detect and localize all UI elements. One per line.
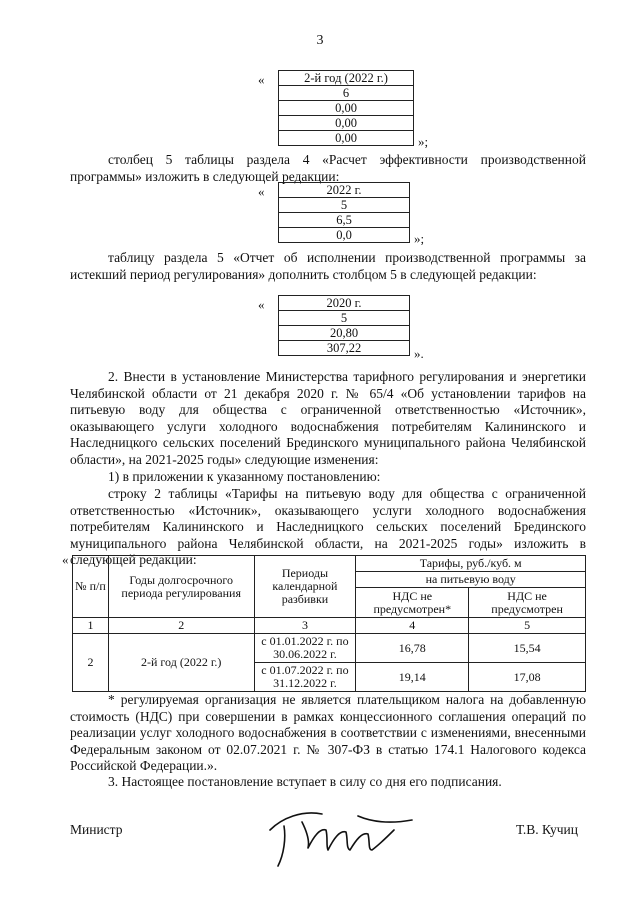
- tariff-value: 17,08: [469, 663, 586, 692]
- table-cell: 0,00: [279, 116, 414, 131]
- handwritten-signature: [262, 800, 422, 872]
- close-quote: »;: [418, 134, 429, 149]
- table-cell: 0,00: [279, 131, 414, 146]
- replacement-table-2: [278, 182, 410, 243]
- header-tariffs: Тарифы, руб./куб. м: [356, 556, 586, 572]
- column-index: 5: [469, 618, 586, 634]
- tariff-value: 16,78: [356, 634, 469, 663]
- open-quote: «: [258, 184, 265, 199]
- column-index: 2: [108, 618, 254, 634]
- replacement-table-3: [278, 295, 410, 356]
- paragraph: 1) в приложении к указанному постановлению:: [108, 469, 381, 484]
- row-year: 2-й год (2022 г.): [108, 634, 254, 692]
- header-vat: НДС не предусмотрен: [469, 588, 586, 618]
- header-vat-footnoted: НДС не предусмотрен*: [356, 588, 469, 618]
- replacement-table-1: [278, 70, 414, 146]
- table-cell: 0,00: [279, 101, 414, 116]
- open-quote: «: [258, 297, 265, 312]
- header-drinking-water: на питьевую воду: [356, 572, 586, 588]
- table-cell: 6: [279, 86, 414, 101]
- close-quote: »;: [414, 231, 425, 246]
- table-cell: 2-й год (2022 г.): [279, 71, 414, 86]
- table-cell: 20,80: [279, 326, 410, 341]
- paragraph: строку 2 таблицы «Тарифы на питьевую воду для общества с ограниченной ответственностью «Источник», оказывающего услуги холодного водоснабжения потребителям Калининского и Наследницкого сельских поселений Брединского муниципального района Челябинской области, на 2021-2025 годы» изложить в следующей редакции:: [70, 486, 586, 567]
- table-cell: 2020 г.: [279, 296, 410, 311]
- tariff-value: 15,54: [469, 634, 586, 663]
- paragraph: 3. Настоящее постановление вступает в силу со дня его подписания.: [108, 774, 502, 789]
- header-years: Годы долгосрочного периода регулирования: [108, 556, 254, 618]
- header-number: № п/п: [73, 556, 109, 618]
- tariff-table: [72, 555, 586, 692]
- column-index: 1: [73, 618, 109, 634]
- signatory-position: Министр: [70, 822, 123, 837]
- table-cell: 6,5: [279, 213, 410, 228]
- table-cell: 2022 г.: [279, 183, 410, 198]
- open-quote: «: [62, 552, 69, 567]
- page-number: 3: [316, 33, 324, 48]
- tariff-value: 19,14: [356, 663, 469, 692]
- signatory-name: Т.В. Кучиц: [516, 822, 579, 837]
- table-cell: 5: [279, 198, 410, 213]
- header-periods: Периоды календарной разбивки: [254, 556, 356, 618]
- footnote: * регулируемая организация не является плательщиком налога на добавленную стоимость (НДС) при совершении в рамках концессионного соглашения операций по реализации услуг холодного водоснабжения в соответствии с изменениями, внесенными Федеральным законом от 02.07.2021 г. № 307-ФЗ в статью 174.1 Налогового кодекса Российской Федерации.».: [70, 692, 586, 773]
- table-cell: 307,22: [279, 341, 410, 356]
- table-cell: 0,0: [279, 228, 410, 243]
- table-cell: 5: [279, 311, 410, 326]
- period-cell: с 01.01.2022 г. по 30.06.2022 г.: [254, 634, 356, 663]
- row-number: 2: [73, 634, 109, 692]
- paragraph: столбец 5 таблицы раздела 4 «Расчет эффективности производственной программы» изложить в следующей редакции:: [70, 152, 586, 184]
- paragraph: таблицу раздела 5 «Отчет об исполнении производственной программы за истекший период регулирования» дополнить столбцом 5 в следующей редакции:: [70, 250, 586, 282]
- open-quote: «: [258, 72, 265, 87]
- column-index: 3: [254, 618, 356, 634]
- column-index: 4: [356, 618, 469, 634]
- close-quote: ».: [414, 346, 424, 361]
- paragraph: 2. Внести в установление Министерства тарифного регулирования и энергетики Челябинской области от 21 декабря 2020 г. № 65/4 «Об установлении тарифов на питьевую воду для общества с ограниченной ответственностью «Источник», оказывающего услуги холодного водоснабжения потребителям Калининского и Наследницкого сельских поселений Брединского муниципального района Челябинской области», на 2021-2025 годы» следующие изменения:: [70, 369, 586, 467]
- period-cell: с 01.07.2022 г. по 31.12.2022 г.: [254, 663, 356, 692]
